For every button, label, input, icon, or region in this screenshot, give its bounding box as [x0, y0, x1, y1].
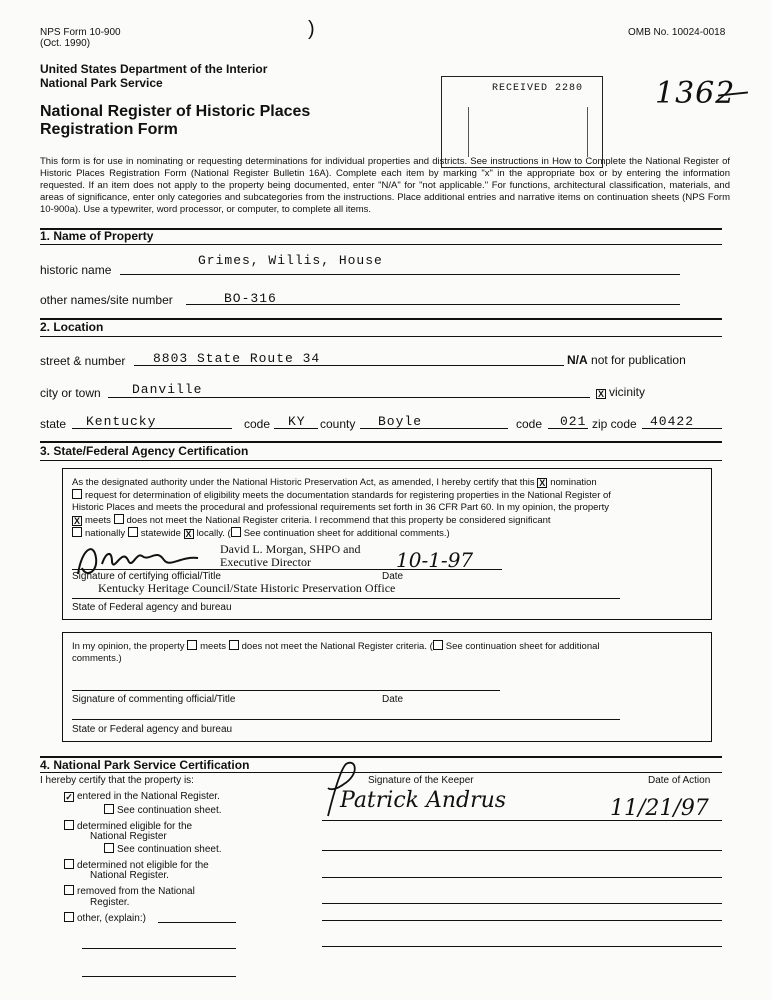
date-of-action-value[interactable]: 11/21/97 — [610, 796, 709, 821]
option-entered-continuation[interactable] — [104, 804, 222, 817]
section-divider — [40, 318, 722, 320]
entered-continuation-checkbox[interactable] — [104, 804, 114, 814]
historic-name-line — [120, 274, 680, 275]
date-label: Date — [382, 571, 404, 582]
does-not-meet-checkbox[interactable] — [114, 514, 124, 524]
historic-name-label: historic name — [40, 263, 112, 277]
city-label: city or town — [40, 386, 101, 400]
form-number: NPS Form 10-900 — [40, 27, 121, 38]
state-value[interactable]: Kentucky — [86, 414, 157, 429]
other-explain-line-2 — [82, 948, 236, 949]
certification-date[interactable]: 10-1-97 — [396, 548, 474, 572]
state-line — [72, 428, 232, 429]
received-stamp-text: RECEIVED 2280 — [492, 83, 584, 94]
state-label: state — [40, 417, 67, 431]
statewide-checkbox[interactable] — [128, 527, 138, 537]
not-eligible-checkbox[interactable] — [64, 859, 74, 869]
eligible-checkbox[interactable] — [64, 820, 74, 830]
street-label: street & number — [40, 354, 126, 368]
nomination-checkbox[interactable]: X — [539, 478, 546, 488]
keeper-signature-label: Signature of the Keeper — [368, 775, 474, 786]
certification-line-1: As the designated authority under the National Historic Preservation Act, as amended, I hereby certify that this — [72, 477, 535, 488]
comment-agency-line — [72, 719, 620, 720]
city-value[interactable]: Danville — [132, 382, 203, 397]
state-code-label: code — [244, 417, 271, 431]
received-stamp — [441, 76, 603, 168]
other-names-line — [186, 304, 680, 305]
certification-line-2: request for determination of eligibility meets the documentation standards for registering properties in the National Register of — [85, 490, 611, 501]
zip-label: zip code — [592, 417, 637, 431]
service: National Park Service — [40, 76, 163, 90]
does-not-meet-label: does not meet the National Register criteria. I recommend that this property be considered significant — [126, 515, 551, 526]
nomination-label: nomination — [550, 477, 597, 488]
vicinity-field[interactable] — [596, 385, 645, 399]
agency-value[interactable]: Kentucky Heritage Council/State Historic Preservation Office — [98, 581, 396, 595]
continuation-label: See continuation sheet for additional comments.) — [243, 528, 450, 539]
county-line — [360, 428, 508, 429]
official-name: David L. Morgan, SHPO and — [220, 542, 361, 556]
keeper-line-6 — [322, 946, 722, 947]
certification-text — [72, 477, 702, 540]
entered-continuation-label: See continuation sheet. — [117, 805, 222, 816]
opinion-text — [72, 640, 702, 665]
instructions-paragraph: This form is for use in nominating or requesting determinations for individual properties and districts. See instructions in How to Complete the National Register of Historic Places Registration Form (National Register Bulletin 16A). Complete each item by marking "x" in the appropriate box or by entering the information requested. If an item does not apply to the property being documented, enter "N/A" for "not applicable." For functions, architectural classification, materials, and areas of significance, enter only categories and subcategories from the instructions. Place additional entries and narrative items on continuation sheets (NPS Form 10-900a). Use a typewriter, word processor, or computer, to complete all items. — [40, 156, 730, 215]
removed-label: removed from the National — [77, 886, 195, 897]
opinion-lead: In my opinion, the property — [72, 641, 185, 652]
removed-label-2: Register. — [90, 897, 130, 908]
meets-label: meets — [85, 515, 111, 526]
county-code-line — [548, 428, 588, 429]
request-checkbox[interactable] — [72, 489, 82, 499]
comment-date-label: Date — [382, 694, 404, 705]
handwritten-reference-number: 1362 — [655, 76, 736, 111]
opinion-meets-label: meets — [200, 641, 226, 652]
street-line — [134, 365, 564, 366]
state-code-value[interactable]: KY — [288, 414, 306, 429]
locally-label: locally. ( — [196, 528, 231, 539]
keeper-line-3 — [322, 877, 722, 878]
date-of-action-label: Date of Action — [648, 775, 711, 786]
keeper-line-2 — [322, 850, 722, 851]
other-names-label: other names/site number — [40, 293, 173, 307]
section-divider-thin — [40, 772, 722, 773]
agency-label: State of Federal agency and bureau — [72, 602, 232, 613]
entered-label: entered in the National Register. — [77, 791, 220, 802]
section-3-heading: 3. State/Federal Agency Certification — [40, 444, 249, 458]
other-names-value[interactable]: BO-316 — [224, 291, 277, 306]
other-explain-line — [158, 922, 236, 923]
removed-checkbox[interactable] — [64, 885, 74, 895]
not-for-publication[interactable] — [567, 353, 686, 367]
not-eligible-label: determined not eligible for the — [77, 860, 209, 871]
form-date: (Oct. 1990) — [40, 38, 91, 49]
not-for-publication-mark: N/A — [567, 353, 588, 367]
continuation-checkbox[interactable] — [231, 527, 241, 537]
county-value[interactable]: Boyle — [378, 414, 423, 429]
department: United States Department of the Interior — [40, 62, 268, 76]
eligible-label: determined eligible for the — [77, 821, 193, 832]
comment-agency-label: State or Federal agency and bureau — [72, 724, 233, 735]
opinion-continuation-checkbox[interactable] — [433, 640, 443, 650]
not-for-publication-label: not for publication — [591, 353, 686, 367]
opinion-comments: comments.) — [72, 653, 122, 664]
vicinity-checkbox[interactable]: X — [597, 389, 604, 399]
entered-checkbox[interactable]: ✓ — [65, 792, 73, 802]
eligible-label-2: National Register — [90, 831, 167, 842]
signature-line — [72, 569, 502, 570]
certify-statement: I hereby certify that the property is: — [40, 775, 194, 786]
zip-value[interactable]: 40422 — [650, 414, 695, 429]
title-line-2: Registration Form — [40, 121, 178, 138]
section-divider-thin — [40, 336, 722, 337]
opinion-meets-checkbox[interactable] — [187, 640, 197, 650]
locally-checkbox[interactable]: X — [185, 529, 192, 539]
section-1-heading: 1. Name of Property — [40, 229, 154, 243]
keeper-line-5 — [322, 920, 722, 921]
official-title: Executive Director — [220, 555, 311, 569]
comment-signature-line — [72, 690, 500, 691]
section-4-heading: 4. National Park Service Certification — [40, 758, 250, 772]
pen-mark: ) — [308, 18, 315, 40]
comment-signature-label: Signature of commenting official/Title — [72, 694, 236, 705]
agency-line — [72, 598, 620, 599]
opinion-not-meet-checkbox[interactable] — [229, 640, 239, 650]
section-divider — [40, 441, 722, 443]
not-eligible-label-2: National Register. — [90, 870, 169, 881]
other-label: other, (explain:) — [77, 913, 146, 924]
keeper-line-4 — [322, 903, 722, 904]
certification-line-3: Historic Places and meets the procedural and professional requirements set forth in 36 CFR Part 60. In my opinion, the property — [72, 502, 610, 513]
section-divider-thin — [40, 460, 722, 461]
state-code-line — [274, 428, 318, 429]
meets-checkbox[interactable]: X — [73, 516, 80, 526]
section-divider-thin — [40, 244, 722, 245]
nationally-label: nationally — [85, 528, 126, 539]
statewide-label: statewide — [140, 528, 181, 539]
omb-number: OMB No. 10024-0018 — [628, 27, 726, 38]
option-eligible-continuation[interactable] — [104, 843, 222, 856]
opinion-not-meet-label: does not meet the National Register criteria. ( — [241, 641, 433, 652]
eligible-continuation-label: See continuation sheet. — [117, 844, 222, 855]
nationally-checkbox[interactable] — [72, 527, 82, 537]
other-checkbox[interactable] — [64, 912, 74, 922]
title-line-1: National Register of Historic Places — [40, 103, 311, 120]
stamp-inner-frame — [468, 107, 588, 157]
county-code-value[interactable]: 021 — [560, 414, 587, 429]
option-entered[interactable] — [64, 791, 220, 803]
zip-line — [642, 428, 722, 429]
vicinity-label: vicinity — [609, 385, 646, 399]
form-title — [40, 103, 310, 139]
street-value[interactable]: 8803 State Route 34 — [153, 351, 321, 366]
opinion-continuation-label: See continuation sheet for additional — [445, 641, 600, 652]
eligible-continuation-checkbox[interactable] — [104, 843, 114, 853]
keeper-line-1 — [322, 820, 722, 821]
county-label: county — [320, 417, 356, 431]
section-2-heading: 2. Location — [40, 320, 104, 334]
other-explain-line-3 — [82, 976, 236, 977]
keeper-signature[interactable]: Patrick Andrus — [340, 788, 507, 813]
option-other[interactable] — [64, 912, 146, 925]
city-line — [108, 397, 590, 398]
signature-label: Signature of certifying official/Title — [72, 571, 221, 582]
county-code-label: code — [516, 417, 543, 431]
historic-name-value[interactable]: Grimes, Willis, House — [198, 253, 383, 268]
